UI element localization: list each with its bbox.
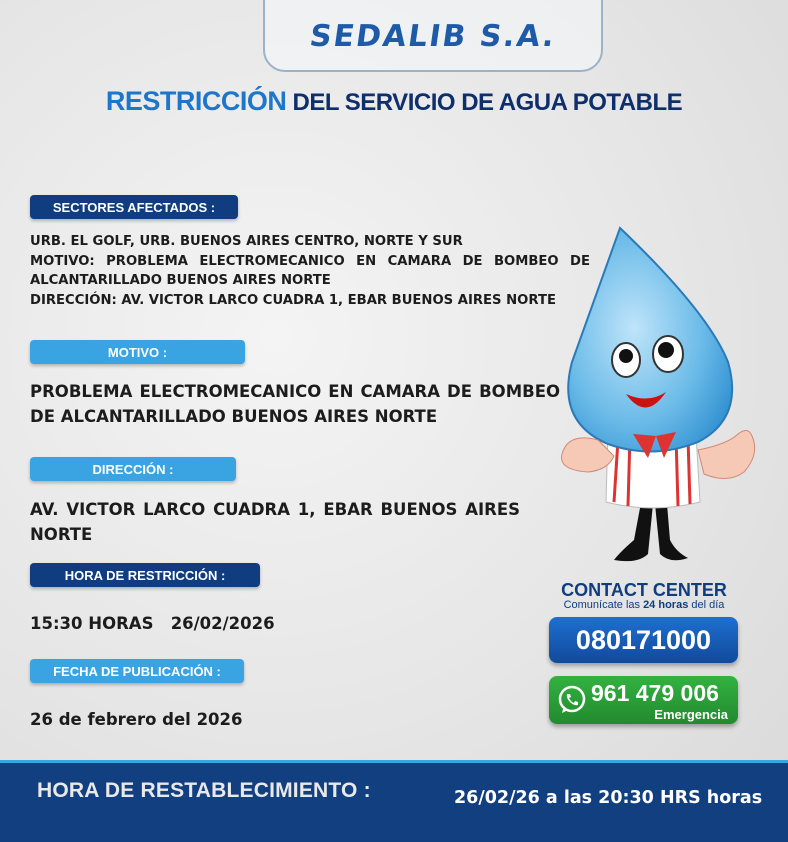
contact-center-title: CONTACT CENTER [561, 580, 727, 600]
whatsapp-icon [556, 684, 588, 716]
phone-number-button[interactable]: 080171000 [549, 617, 738, 663]
sectores-tag: SECTORES AFECTADOS : [30, 195, 238, 219]
sedalib-logo: SEDALIB S.A. [307, 18, 559, 54]
fecha-text: 26 de febrero del 2026 [30, 710, 243, 729]
sectores-line-3: DIRECCIÓN: AV. VICTOR LARCO CUADRA 1, EBAR BUENOS AIRES NORTE [30, 292, 556, 308]
sectores-line-2: MOTIVO: PROBLEMA ELECTROMECANICO EN CAMARA DE BOMBEO DE ALCANTARILLADO BUENOS AIRES NORTE [30, 253, 590, 288]
restablecimiento-label: HORA DE RESTABLECIMIENTO : [37, 779, 371, 802]
hora-text: 15:30 HORAS 26/02/2026 [30, 614, 275, 633]
sectores-line-1: URB. EL GOLF, URB. BUENOS AIRES CENTRO, NORTE Y SUR [30, 234, 463, 249]
title-restriccion: RESTRICCIÓN [105, 86, 287, 116]
sectores-details [30, 232, 590, 310]
subtitle-post: del día [688, 599, 725, 611]
title-rest: DEL SERVICIO DE AGUA POTABLE [292, 89, 683, 116]
motivo-text: PROBLEMA ELECTROMECANICO EN CAMARA DE BOMBEO DE ALCANTARILLADO BUENOS AIRES NORTE [30, 382, 560, 426]
restablecimiento-value: 26/02/26 a las 20:30 HRS horas [454, 788, 763, 808]
whatsapp-button[interactable] [549, 676, 738, 724]
subtitle-pre: Comunícate las [563, 599, 644, 611]
footer-divider [0, 760, 788, 763]
contact-center-subtitle [548, 599, 740, 611]
direccion-tag: DIRECCIÓN : [30, 457, 236, 481]
direccion-text: AV. VICTOR LARCO CUADRA 1, EBAR BUENOS AIRES NORTE [30, 500, 520, 544]
whatsapp-note: Emergencia [654, 707, 728, 722]
page-title [0, 86, 788, 117]
motivo-tag: MOTIVO : [30, 340, 245, 364]
fecha-tag: FECHA DE PUBLICACIÓN : [30, 659, 244, 683]
subtitle-bold: 24 horas [643, 599, 689, 611]
logo-box [263, 0, 603, 72]
whatsapp-number: 961 479 006 [591, 680, 719, 706]
water-drop-mascot-icon [548, 222, 758, 567]
hora-tag: HORA DE RESTRICCIÓN : [30, 563, 260, 587]
